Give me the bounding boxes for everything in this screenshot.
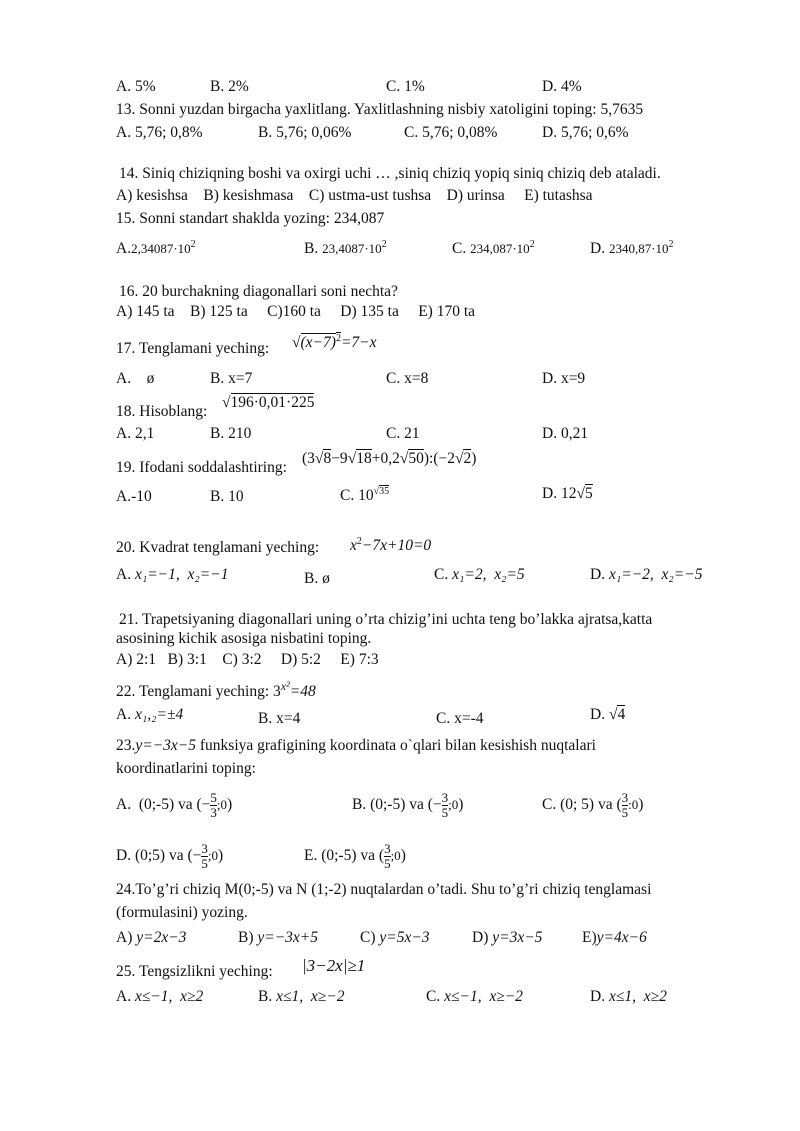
q22-text-main: 22. Tenglamani yeching: 3	[116, 683, 281, 701]
q19-text: 19. Ifodani soddalashtiring:	[116, 459, 287, 476]
q13-text: 13. Sonni yuzdan birgacha yaxlitlang. Yaxlitlashning nisbiy xatoligini toping: 5,7635	[116, 101, 644, 118]
q15-d-label: D.	[590, 240, 606, 258]
q25-option-b	[258, 988, 344, 1006]
q19-option-a: A.-10	[116, 488, 152, 505]
q24-c-value: y=5x−3	[379, 929, 430, 946]
q20-eq-var: x	[350, 537, 357, 555]
q23-d-denominator: 5	[201, 855, 208, 871]
q19-radicand-2: 18	[356, 450, 372, 467]
q13-option-d: D. 5,76; 0,6%	[542, 124, 629, 141]
q23-option-b	[352, 785, 463, 825]
q23-a-prefix: A. (0;-5) va (	[116, 796, 202, 813]
q18-text: 18. Hisoblang:	[116, 403, 208, 420]
q19-radicand-4: 2	[463, 450, 472, 467]
q18-option-d: D. 0,21	[542, 425, 589, 442]
q19-expression: (3√8−9√18+0,2√50):(−2√2)	[302, 450, 477, 467]
q25-a-value: x≤−1, x≥2	[134, 988, 204, 1005]
q19-expr-part4: ):(−2	[423, 450, 455, 467]
q15-c-label: C.	[452, 240, 467, 258]
q24-b-value: y=−3x+5	[257, 929, 319, 946]
q22-a-value: x₁,₂=±4	[134, 706, 184, 723]
q16-text: 16. 20 burchakning diagonallari soni nechta?	[119, 283, 398, 300]
q22-option-d: D. √4	[590, 706, 626, 723]
q23-a-suffix: ;0	[216, 797, 228, 812]
q12-option-c: C. 1%	[386, 78, 425, 95]
q25-option-c	[426, 988, 523, 1006]
q23-text-line2: koordinatlarini toping:	[116, 760, 256, 777]
q20-equation	[350, 533, 431, 555]
q23-b-numerator: 3	[441, 789, 449, 805]
q19-c-radicand: 35	[379, 486, 390, 497]
q23-c-prefix: C. (0; 5) va (	[542, 796, 622, 813]
q19-expr-part5: )	[471, 450, 477, 467]
q23-a-denominator: 3	[210, 804, 217, 820]
q20-a-value: x₁=−1, x₂=−1	[134, 566, 229, 583]
q17-equation: $√(x-7)^2=7-x$	[292, 333, 377, 352]
q23-d-suffix: ;0	[207, 848, 218, 863]
q15-option-c	[452, 236, 535, 258]
q20-a-label: A.	[116, 566, 132, 583]
q15-b-label: B.	[304, 240, 319, 258]
q19-option-c: C. $10^{√35}$	[340, 486, 390, 505]
q23-d-numerator: 3	[201, 840, 208, 856]
q24-option-c	[360, 929, 430, 947]
q23-e-close: )	[400, 847, 406, 864]
q23-c-suffix: :0	[628, 797, 639, 812]
q15-d-value: 2340,87·10	[608, 241, 669, 257]
q22-option-b: B. x=4	[258, 710, 301, 727]
q23-b-close: )	[458, 796, 464, 813]
q23-c-numerator: 3	[621, 789, 629, 805]
q12-option-d: D. 4%	[542, 78, 582, 95]
q24-e-value: y=4x−6	[596, 929, 647, 946]
q25-option-a	[116, 988, 203, 1006]
q15-text: 15. Sonni standart shaklda yozing: 234,087	[116, 210, 385, 227]
q24-e-label: E)	[582, 929, 597, 946]
q15-a-label: A.	[116, 240, 132, 258]
q22-option-a	[116, 706, 183, 724]
q20-eq-rest: −7x+10=0	[361, 537, 432, 555]
q17-option-b: B. x=7	[210, 370, 253, 387]
q20-option-d	[590, 566, 702, 584]
q24-option-e	[582, 929, 647, 947]
q25-c-value: x≤−1, x≥−2	[444, 988, 523, 1005]
q20-eq-exp: 2	[356, 536, 362, 547]
q25-b-value: x≤1, x≥−2	[276, 988, 345, 1005]
q23-function: y=−3x−5	[135, 737, 197, 754]
q13-option-b: B. 5,76; 0,06%	[258, 124, 352, 141]
q22-eq-exp: x²	[280, 679, 290, 693]
q24-option-a	[116, 929, 186, 947]
q14-options: A) kesishsa B) kesishmasa C) ustma-ust tushsa D) urinsa E) tutashsa	[116, 187, 593, 204]
q19-d-radicand: 5	[584, 485, 593, 502]
q20-c-value: x₁=2, x₂=5	[452, 566, 525, 583]
q21-text-line1: 21. Trapetsiyaning diagonallari uning o’rta chizig’ini uchta teng bo’lakka ajratsa,katta	[119, 611, 653, 628]
q23-a-close: )	[227, 796, 233, 813]
q24-a-value: y=2x−3	[136, 929, 187, 946]
q25-d-value: x≤1, x≥2	[608, 988, 667, 1005]
q23-d-close: )	[218, 847, 224, 864]
q23-a-numerator: 5	[210, 789, 217, 805]
q17-eq-rhs: =7−x	[340, 334, 377, 352]
q17-eq-inner: (x−7)	[300, 334, 336, 352]
q17-eq-exp: 2	[335, 333, 341, 344]
q23-e-numerator: 3	[384, 840, 391, 856]
q15-option-b	[304, 236, 387, 258]
q25-a-label: A.	[116, 988, 132, 1005]
q24-c-label: C)	[360, 929, 376, 946]
q23-text-line1	[116, 737, 596, 755]
q25-b-label: B.	[258, 988, 273, 1005]
q22-text	[116, 677, 316, 701]
q23-b-prefix: B. (0;-5) va (	[352, 796, 433, 813]
q19-expr-part1: (3	[302, 450, 315, 467]
q18-expr-radicand: 196·0,01·225	[230, 394, 315, 411]
q19-expr-part3: +0,2	[371, 450, 400, 467]
q19-expr-part2: −9	[331, 450, 348, 467]
q13-option-c: C. 5,76; 0,08%	[404, 124, 498, 141]
q20-option-a	[116, 566, 228, 584]
q24-b-label: B)	[238, 929, 254, 946]
q15-b-value: 23,4087·10	[322, 241, 382, 257]
q23-e-prefix: E. (0;-5) va (	[304, 847, 385, 864]
q20-option-b: B. ø	[304, 570, 330, 587]
q20-option-c	[434, 566, 525, 584]
q24-a-label: A)	[116, 929, 133, 946]
q21-text-line2: asosining kichik asosiga nisbatini toping.	[116, 630, 372, 647]
q17-option-c: C. x=8	[386, 370, 429, 387]
q23-e-suffix: ;0	[390, 848, 401, 863]
q23-option-a	[116, 785, 232, 825]
q24-text-line1: 24.To’g’ri chiziq M(0;-5) va N (1;-2) nuqtalardan o’tadi. Shu to’g’ri chiziq tenglamasi	[116, 881, 652, 898]
q23-d-prefix: D. (0;5) va (	[116, 847, 193, 864]
q25-option-d	[590, 988, 667, 1006]
q23-option-d	[116, 836, 223, 876]
q23-number: 23.	[116, 737, 136, 754]
q15-c-value: 234,087·10	[470, 241, 530, 257]
q17-option-a: A. ø	[116, 370, 155, 387]
q25-expression	[302, 957, 365, 975]
q24-d-value: y=3x−5	[492, 929, 543, 946]
q23-c-denominator: 5	[621, 804, 629, 820]
q22-d-radicand: 4	[617, 706, 626, 723]
q24-d-label: D)	[472, 929, 489, 946]
q18-option-c: C. 21	[386, 425, 420, 442]
q15-b-exp: 2	[381, 239, 387, 250]
q15-option-d	[590, 236, 674, 258]
q12-option-a: A. 5%	[116, 78, 156, 95]
q22-d-label: D.	[590, 706, 606, 723]
q25-c-label: C.	[426, 988, 441, 1005]
q19-c-label: C. 10	[340, 487, 374, 505]
q20-text: 20. Kvadrat tenglamani yeching:	[116, 539, 320, 556]
q21-options: A) 2:1 B) 3:1 C) 3:2 D) 5:2 E) 7:3	[116, 651, 379, 668]
q22-option-c: C. x=-4	[436, 710, 484, 727]
q15-c-exp: 2	[529, 239, 535, 250]
q19-radicand-3: 50	[408, 450, 424, 467]
q20-d-value: x₁=−2, x₂=−5	[608, 566, 703, 583]
q18-option-b: B. 210	[210, 425, 252, 442]
q12-option-b: B. 2%	[210, 78, 249, 95]
q24-option-b	[238, 929, 318, 947]
q18-expression: √196·0,01·225	[222, 394, 315, 411]
q14-text: 14. Siniq chiziqning boshi va oxirgi uchi … ,siniq chiziq yopiq siniq chiziq deb ataladi.	[119, 165, 661, 182]
q22-eq-rhs: =48	[289, 683, 316, 701]
q23-e-denominator: 5	[384, 855, 391, 871]
q15-d-exp: 2	[668, 239, 674, 250]
q23-d-sign: −	[192, 847, 202, 864]
q19-radicand-1: 8	[323, 450, 332, 467]
q17-text: 17. Tenglamani yeching:	[116, 340, 270, 357]
q23-a-sign: −	[201, 796, 211, 813]
q23-b-sign: −	[432, 796, 442, 813]
q23-text-main: funksiya grafigining koordinata o`qlari bilan kesishish nuqtalari	[196, 737, 596, 754]
q19-option-d: D. 12√5	[542, 485, 593, 502]
q17-option-d: D. x=9	[542, 370, 586, 387]
q23-b-suffix: ;0	[448, 797, 459, 812]
q23-option-e	[304, 836, 406, 876]
q20-c-label: C.	[434, 566, 449, 583]
q25-d-label: D.	[590, 988, 606, 1005]
q18-option-a: A. 2,1	[116, 425, 155, 442]
q22-a-label: A.	[116, 706, 132, 723]
q20-d-label: D.	[590, 566, 606, 583]
q23-c-close: )	[638, 796, 644, 813]
q23-b-denominator: 5	[441, 804, 449, 820]
q24-text-line2: (formulasini) yozing.	[116, 904, 248, 921]
q19-option-b: B. 10	[210, 488, 244, 505]
q25-expr-value: |3−2x|≥1	[302, 956, 366, 975]
q15-a-exp: 2	[190, 239, 196, 250]
q23-option-c	[542, 785, 643, 825]
q15-option-a	[116, 236, 196, 258]
q15-a-value: 2,34087·10	[131, 241, 191, 257]
q13-option-a: A. 5,76; 0,8%	[116, 124, 203, 141]
q24-option-d	[472, 929, 542, 947]
q19-d-label: D. 12	[542, 485, 577, 502]
q25-text: 25. Tengsizlikni yeching:	[116, 963, 273, 980]
q16-options: A) 145 ta B) 125 ta C)160 ta D) 135 ta E) 170 ta	[116, 303, 476, 320]
